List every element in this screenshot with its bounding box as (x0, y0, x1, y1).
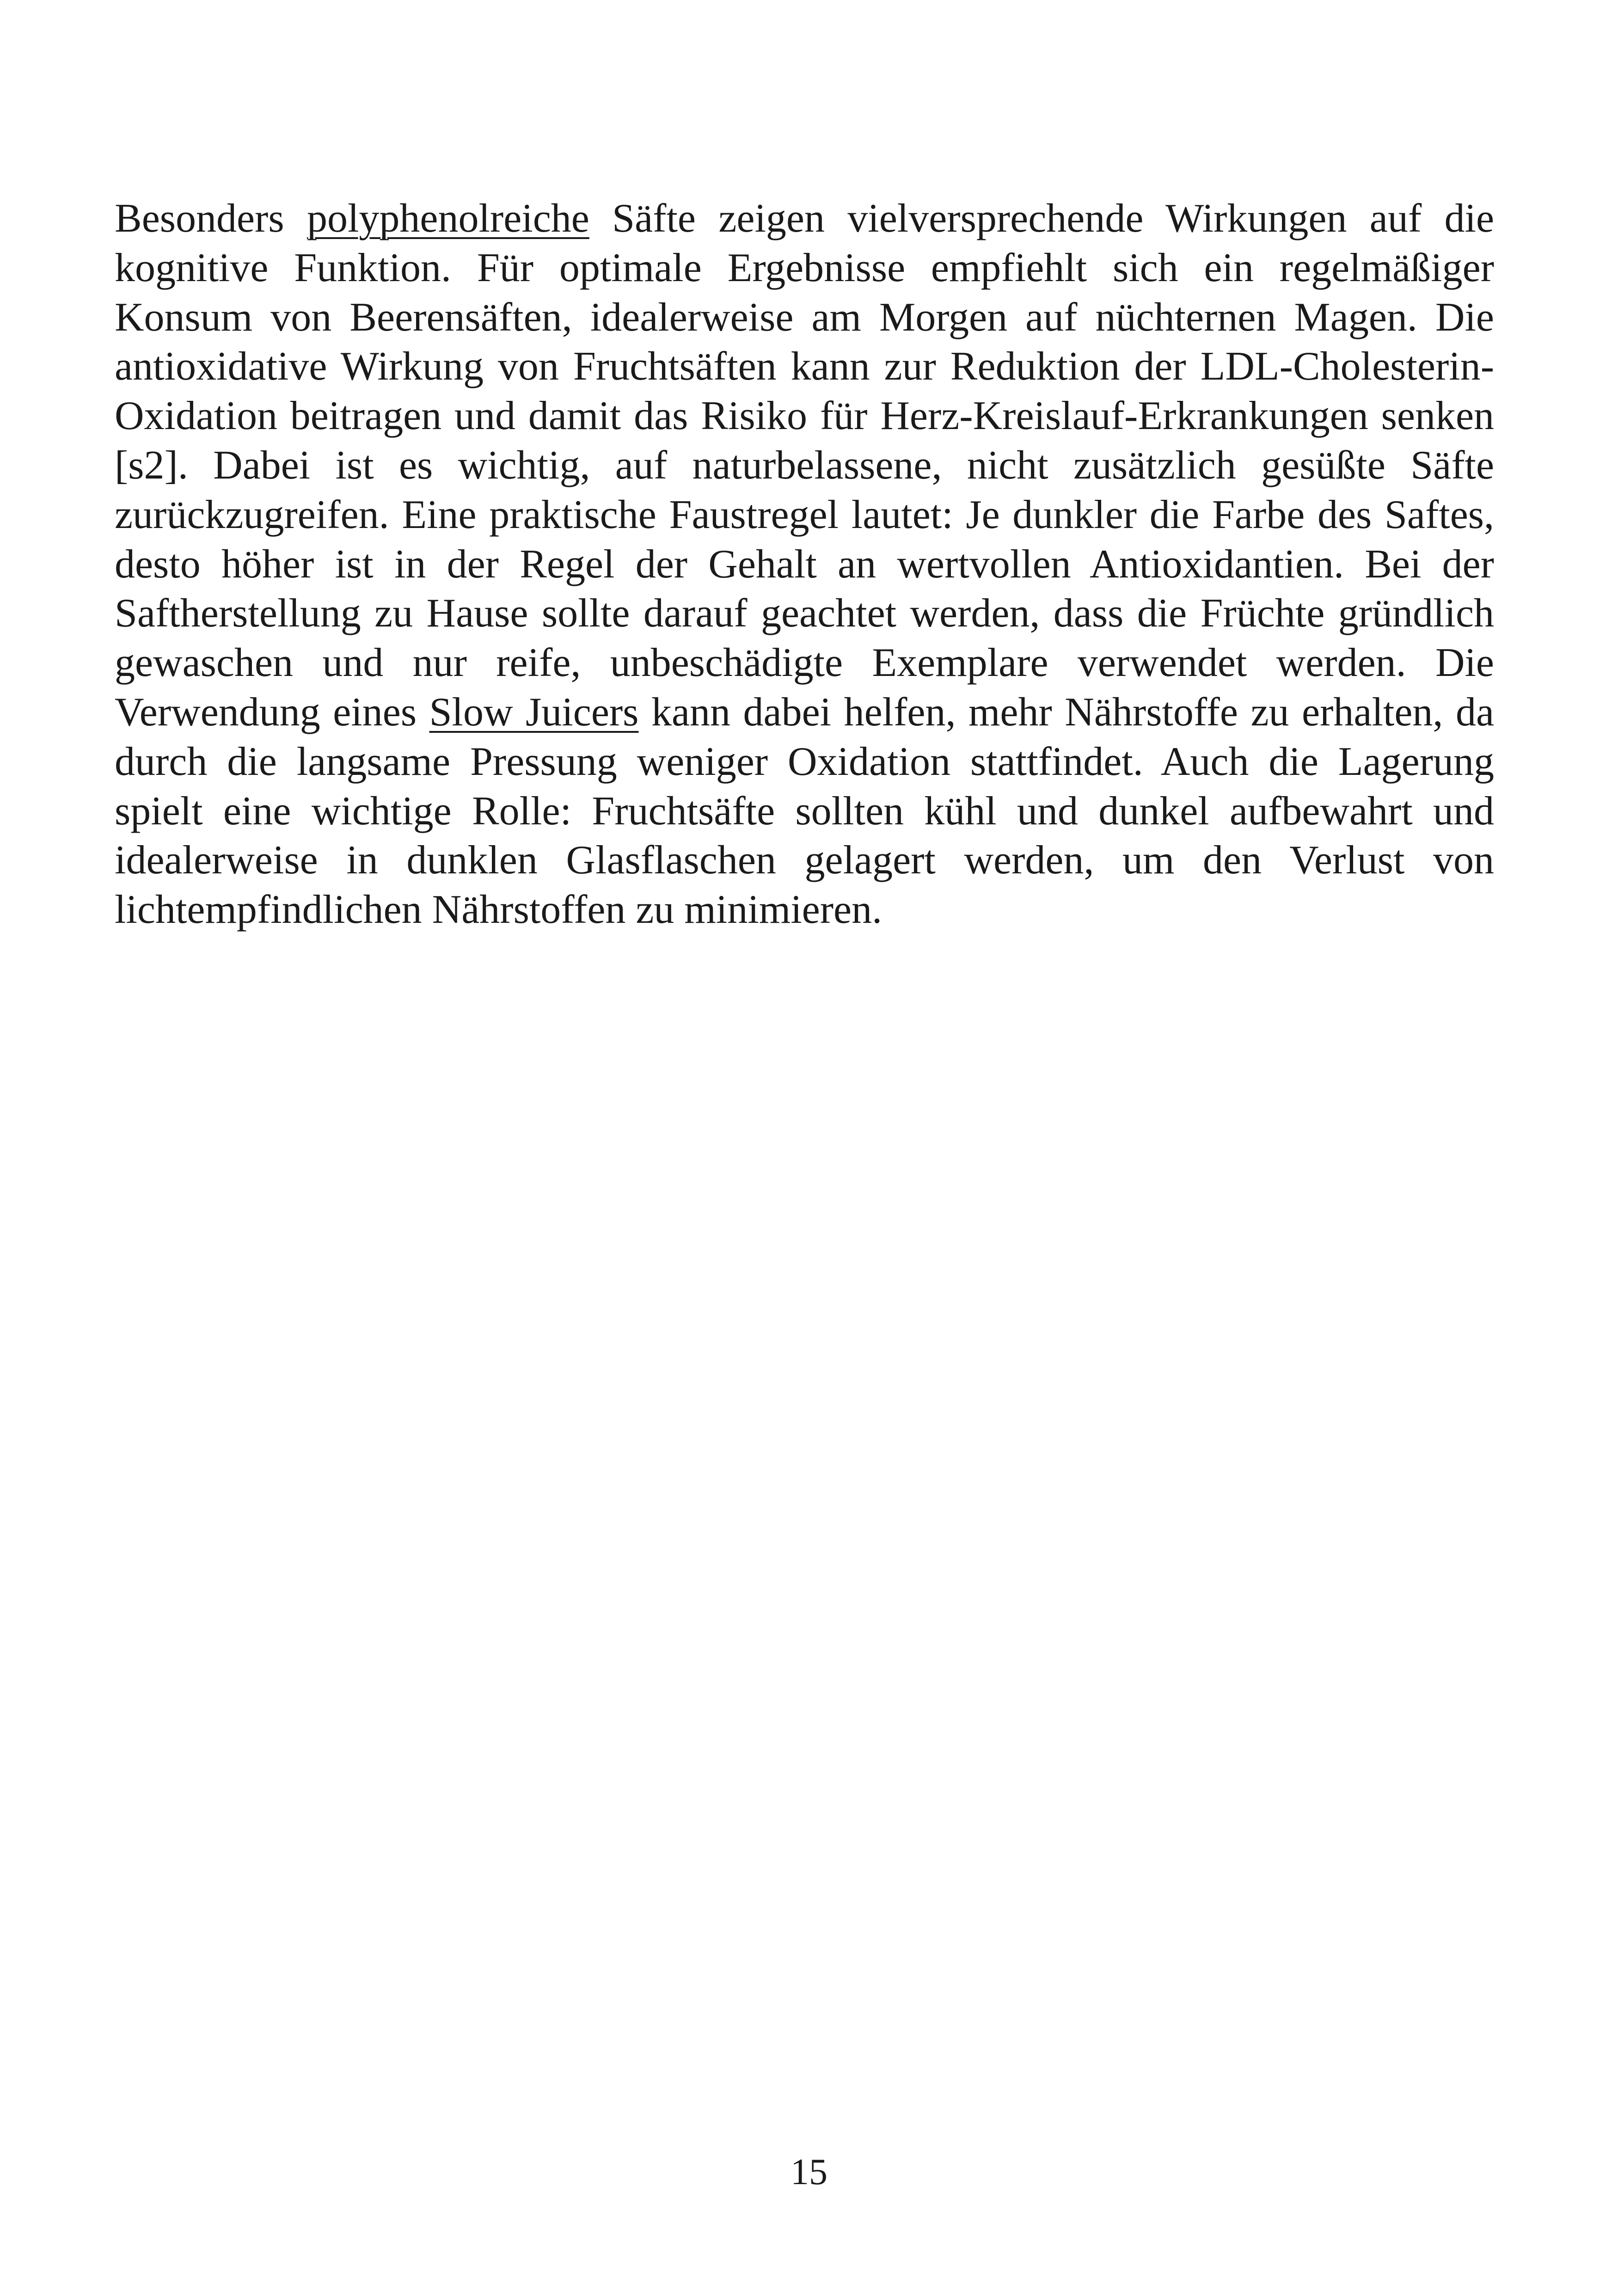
paragraph-text: kann dabei helfen, mehr Nährstoffe zu erhalten, da durch die langsame Pressung weniger Oxidation stattfindet. Auch die Lagerung spielt eine wichtige Rolle: Fruchtsäfte sollten kühl und dunkel aufbewahrt und idealerweise in dunklen Glasflaschen gelagert werden, um den Verlust von lichtempfindlichen Nährstoffen zu minimieren. (115, 689, 1494, 933)
underlined-term-polyphenolreiche: polyphenolreiche (306, 196, 589, 241)
underlined-term-slow-juicers: Slow Juicers (429, 689, 639, 735)
page-number: 15 (791, 2152, 827, 2192)
paragraph-text: Säfte zeigen vielversprechende Wirkungen auf die kognitive Funktion. Für optimale Ergebnisse empfiehlt sich ein regelmäßiger Konsum von Beerensäften, idealerweise am Morgen auf nüchternen Magen. Die antioxidative Wirkung von Fruchtsäften kann zur Reduktion der LDL-Cholesterin-Oxidation beitragen und damit das Risiko für Herz-Kreislauf-Erkrankungen senken [s2]. Dabei ist es wichtig, auf naturbelassene, nicht zusätzlich gesüßte Säfte zurückzugreifen. Eine praktische Faustregel lautet: Je dunkler die Farbe des Saftes, desto höher ist in der Regel der Gehalt an wertvollen Antioxidantien. Bei der Saftherstellung zu Hause sollte darauf geachtet werden, dass die Früchte gründlich gewaschen und nur reife, unbeschädigte Exemplare verwendet werden. Die Verwendung eines (115, 196, 1495, 735)
body-paragraph (115, 194, 1494, 935)
paragraph-text: Besonders (115, 196, 307, 241)
